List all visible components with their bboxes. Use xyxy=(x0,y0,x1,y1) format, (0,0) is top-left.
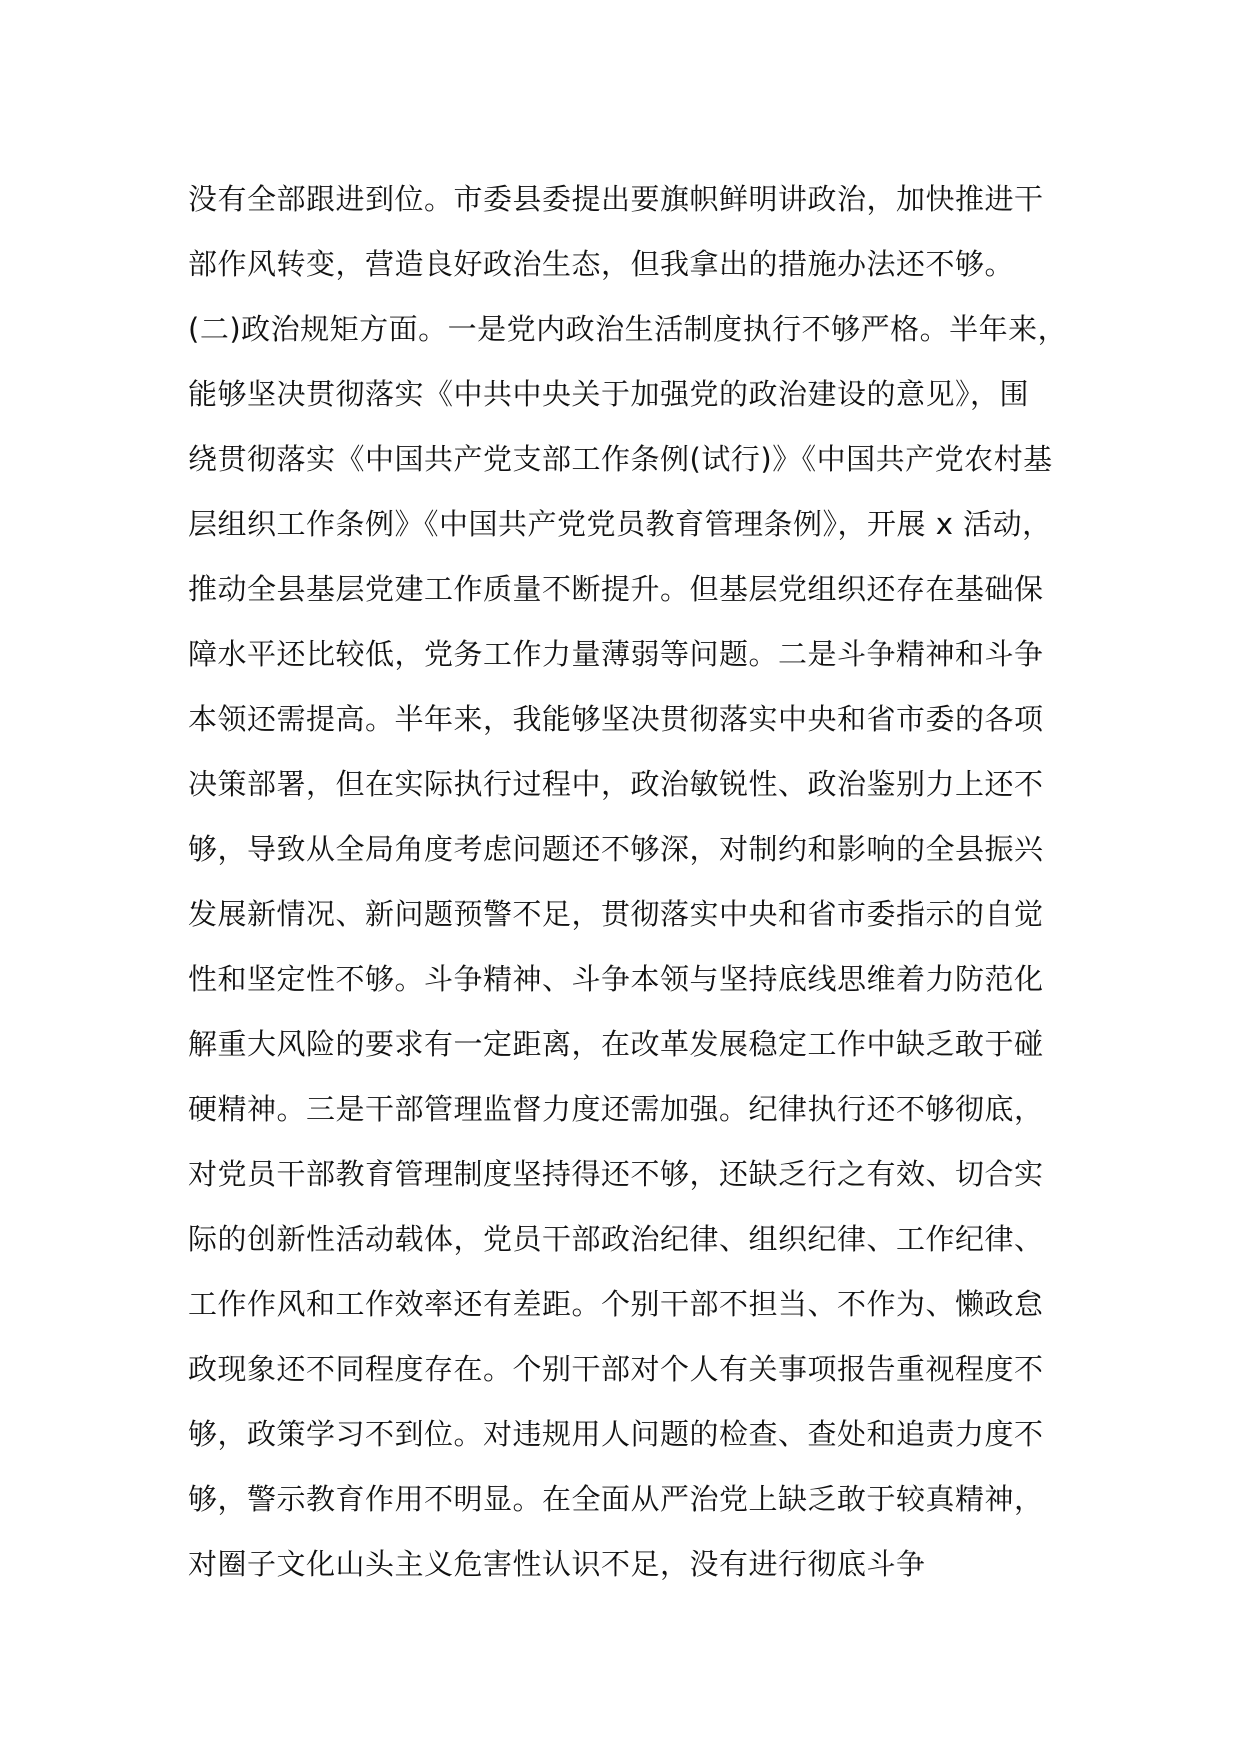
text-line: 性和坚定性不够。斗争精神、斗争本领与坚持底线思维着力防范化 xyxy=(188,962,1044,996)
text-line: 够，导致从全局角度考虑问题还不够深，对制约和影响的全县振兴 xyxy=(188,832,1044,866)
text-line: 对圈子文化山头主义危害性认识不足，没有进行彻底斗争 xyxy=(188,1547,926,1581)
text-line: 本领还需提高。半年来，我能够坚决贯彻落实中央和省市委的各项 xyxy=(188,702,1044,736)
text-line: 政现象还不同程度存在。个别干部对个人有关事项报告重视程度不 xyxy=(188,1352,1044,1386)
text-line: 硬精神。三是干部管理监督力度还需加强。纪律执行还不够彻底， xyxy=(188,1092,1044,1126)
text-line: 没有全部跟进到位。市委县委提出要旗帜鲜明讲政治，加快推进干 xyxy=(188,182,1044,216)
text-line: 障水平还比较低，党务工作力量薄弱等问题。二是斗争精神和斗争 xyxy=(188,637,1044,671)
text-line: 层组织工作条例》《中国共产党党员教育管理条例》，开展 x 活动， xyxy=(188,507,1052,541)
text-line: 决策部署，但在实际执行过程中，政治敏锐性、政治鉴别力上还不 xyxy=(188,767,1044,801)
text-line: 解重大风险的要求有一定距离，在改革发展稳定工作中缺乏敢于碰 xyxy=(188,1027,1044,1061)
text-line: 够，警示教育作用不明显。在全面从严治党上缺乏敢于较真精神， xyxy=(188,1482,1044,1516)
text-line: 能够坚决贯彻落实《中共中央关于加强党的政治建设的意见》，围 xyxy=(188,377,1030,411)
text-line: 对党员干部教育管理制度坚持得还不够，还缺乏行之有效、切合实 xyxy=(188,1157,1044,1191)
text-line: 际的创新性活动载体，党员干部政治纪律、组织纪律、工作纪律、 xyxy=(188,1222,1044,1256)
text-line: 推动全县基层党建工作质量不断提升。但基层党组织还存在基础保 xyxy=(188,572,1044,606)
text-line: 部作风转变，营造良好政治生态，但我拿出的措施办法还不够。 xyxy=(188,247,1015,281)
text-line: 工作作风和工作效率还有差距。个别干部不担当、不作为、懒政怠 xyxy=(188,1287,1044,1321)
text-line: (二)政治规矩方面。一是党内政治生活制度执行不够严格。半年来， xyxy=(188,312,1068,346)
text-line: 够，政策学习不到位。对违规用人问题的检查、查处和追责力度不 xyxy=(188,1417,1044,1451)
text-line: 发展新情况、新问题预警不足，贯彻落实中央和省市委指示的自觉 xyxy=(188,897,1044,931)
body-text xyxy=(188,167,1088,1597)
text-line: 绕贯彻落实《中国共产党支部工作条例(试行)》《中国共产党农村基 xyxy=(188,442,1053,476)
